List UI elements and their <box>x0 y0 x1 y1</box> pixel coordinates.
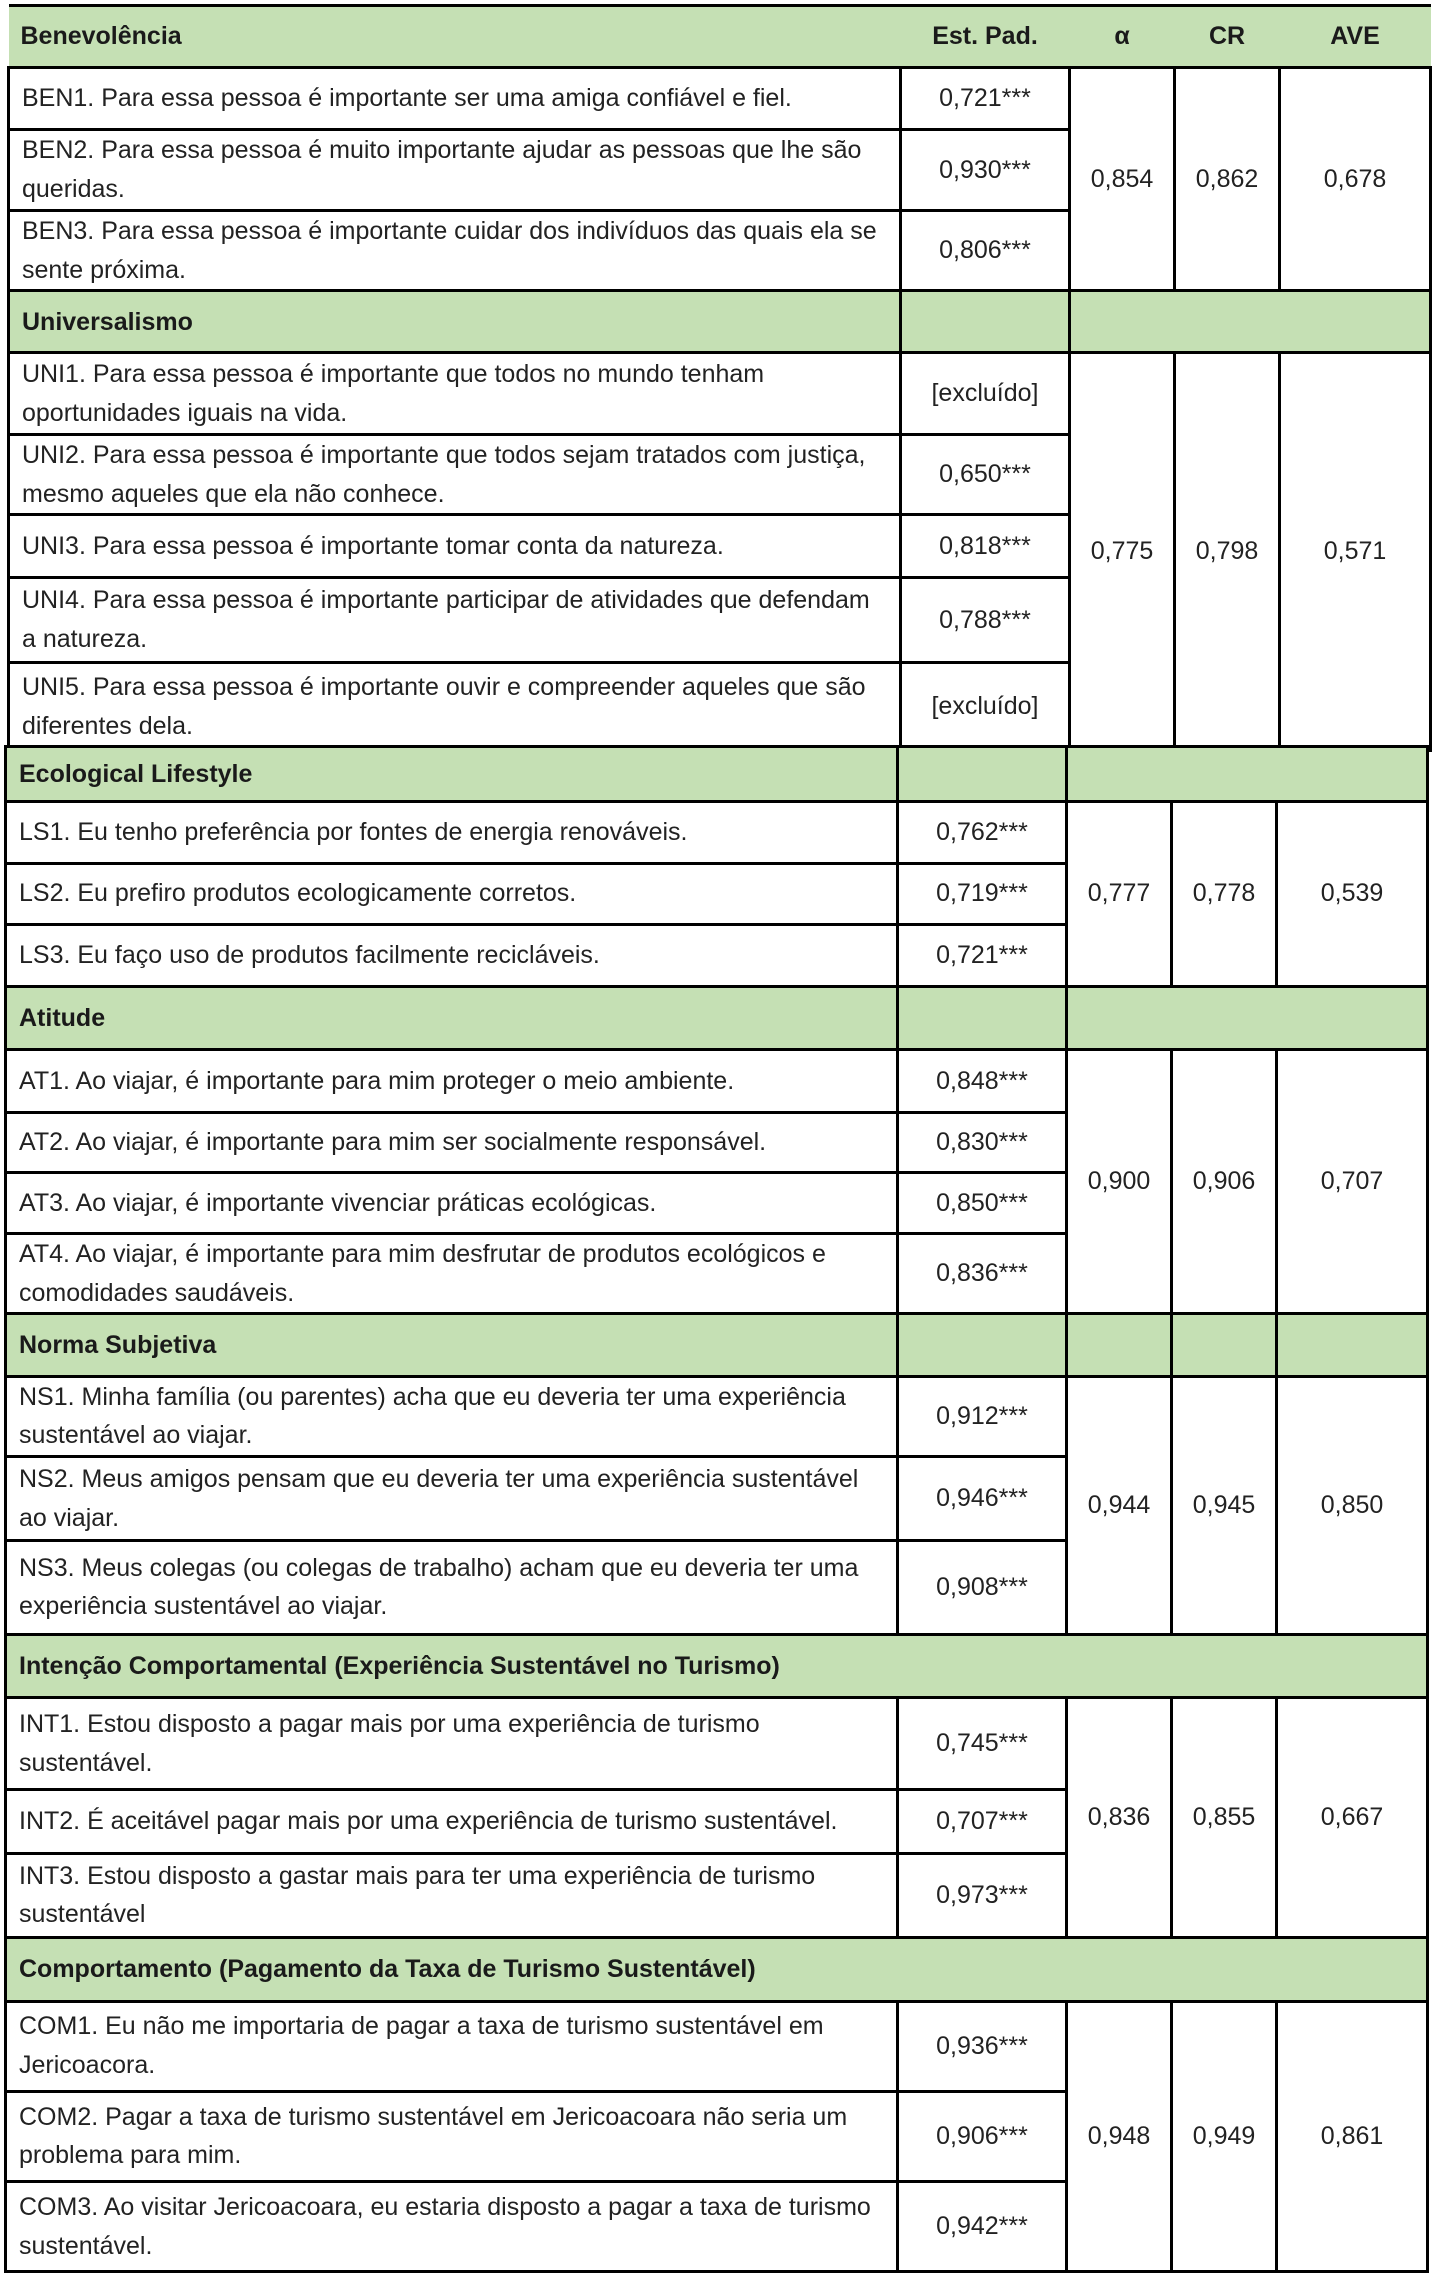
table-row <box>6 1698 1428 1790</box>
cr-value: 0,949 <box>1172 2001 1277 2272</box>
ave-value: 0,678 <box>1280 68 1431 291</box>
header-empty <box>1067 747 1428 802</box>
item-text: NS2. Meus amigos pensam que eu deveria ter uma experiência sustentável ao viajar. <box>6 1457 898 1541</box>
ave-value: 0,861 <box>1277 2001 1428 2272</box>
section-title: Atitude <box>6 986 898 1050</box>
item-text: UNI5. Para essa pessoa é importante ouvir e compreender aqueles que são diferentes dela. <box>9 663 901 750</box>
item-text: INT2. É aceitável pagar mais por uma experiência de turismo sustentável. <box>6 1789 898 1853</box>
section-header <box>6 1314 1428 1376</box>
header-empty <box>898 986 1067 1050</box>
column-header-ave: AVE <box>1280 6 1431 68</box>
section-title: Benevolência <box>9 6 901 68</box>
item-text: BEN3. Para essa pessoa é importante cuidar dos indivíduos das quais ela se sente próxima. <box>9 210 901 291</box>
alpha-value: 0,775 <box>1070 353 1175 750</box>
est-pad-value: [excluído] <box>901 353 1070 434</box>
item-text: LS2. Eu prefiro produtos ecologicamente corretos. <box>6 863 898 924</box>
section-header <box>6 1634 1428 1698</box>
section-title: Comportamento (Pagamento da Taxa de Turismo Sustentável) <box>6 1937 1428 2001</box>
column-header-alpha: α <box>1070 6 1175 68</box>
table-part-2 <box>4 745 1426 2273</box>
est-pad-value: 0,908*** <box>898 1541 1067 1634</box>
table-row <box>6 1050 1428 1112</box>
section-header <box>6 747 1428 802</box>
item-text: UNI2. Para essa pessoa é importante que todos sejam tratados com justiça, mesmo aqueles que ela não conhece. <box>9 434 901 515</box>
ave-value: 0,539 <box>1277 801 1428 986</box>
header-empty <box>901 291 1070 353</box>
alpha-value: 0,836 <box>1067 1698 1172 1938</box>
cr-value: 0,855 <box>1172 1698 1277 1938</box>
table-row <box>6 1376 1428 1457</box>
column-header-cr: CR <box>1175 6 1280 68</box>
header-empty <box>1067 1314 1172 1376</box>
est-pad-value: 0,850*** <box>898 1173 1067 1234</box>
table-row <box>6 2001 1428 2091</box>
header-empty <box>1070 291 1431 353</box>
est-pad-value: 0,721*** <box>898 924 1067 986</box>
cr-value: 0,945 <box>1172 1376 1277 1634</box>
item-text: LS3. Eu faço uso de produtos facilmente recicláveis. <box>6 924 898 986</box>
est-pad-value: 0,650*** <box>901 434 1070 515</box>
section-title: Norma Subjetiva <box>6 1314 898 1376</box>
section-header <box>6 986 1428 1050</box>
cr-value: 0,778 <box>1172 801 1277 986</box>
item-text: NS1. Minha família (ou parentes) acha que eu deveria ter uma experiência sustentável ao viajar. <box>6 1376 898 1457</box>
ave-value: 0,571 <box>1280 353 1431 750</box>
alpha-value: 0,944 <box>1067 1376 1172 1634</box>
est-pad-value: 0,745*** <box>898 1698 1067 1790</box>
section-title: Universalismo <box>9 291 901 353</box>
item-text: COM2. Pagar a taxa de turismo sustentável em Jericoacoara não seria um problema para mim. <box>6 2091 898 2181</box>
alpha-value: 0,948 <box>1067 2001 1172 2272</box>
est-pad-value: 0,721*** <box>901 68 1070 130</box>
header-empty <box>1172 1314 1277 1376</box>
table-row <box>6 801 1428 863</box>
est-pad-value: 0,836*** <box>898 1233 1067 1314</box>
est-pad-value: 0,707*** <box>898 1789 1067 1853</box>
est-pad-value: 0,946*** <box>898 1457 1067 1541</box>
item-text: COM3. Ao visitar Jericoacoara, eu estaria disposto a pagar a taxa de turismo sustentável. <box>6 2182 898 2272</box>
est-pad-value: 0,806*** <box>901 210 1070 291</box>
header-empty <box>898 747 1067 802</box>
est-pad-value: 0,936*** <box>898 2001 1067 2091</box>
alpha-value: 0,900 <box>1067 1050 1172 1314</box>
section-title: Ecological Lifestyle <box>6 747 898 802</box>
est-pad-value: 0,942*** <box>898 2182 1067 2272</box>
item-text: AT2. Ao viajar, é importante para mim ser socialmente responsável. <box>6 1112 898 1173</box>
item-text: NS3. Meus colegas (ou colegas de trabalho) acham que eu deveria ter uma experiência sustentável ao viajar. <box>6 1541 898 1634</box>
header-empty <box>898 1314 1067 1376</box>
item-text: BEN2. Para essa pessoa é muito importante ajudar as pessoas que lhe são queridas. <box>9 130 901 211</box>
alpha-value: 0,854 <box>1070 68 1175 291</box>
ave-value: 0,707 <box>1277 1050 1428 1314</box>
item-text: COM1. Eu não me importaria de pagar a taxa de turismo sustentável em Jericoacora. <box>6 2001 898 2091</box>
est-pad-value: [excluído] <box>901 663 1070 750</box>
est-pad-value: 0,973*** <box>898 1853 1067 1937</box>
est-pad-value: 0,719*** <box>898 863 1067 924</box>
table-row <box>9 353 1431 434</box>
header-empty <box>1067 986 1428 1050</box>
section-header <box>6 1937 1428 2001</box>
item-text: UNI3. Para essa pessoa é importante tomar conta da natureza. <box>9 515 901 577</box>
table-part-1 <box>7 4 1429 752</box>
table-row <box>9 68 1431 130</box>
item-text: BEN1. Para essa pessoa é importante ser uma amiga confiável e fiel. <box>9 68 901 130</box>
est-pad-value: 0,906*** <box>898 2091 1067 2181</box>
est-pad-value: 0,848*** <box>898 1050 1067 1112</box>
cr-value: 0,862 <box>1175 68 1280 291</box>
cr-value: 0,906 <box>1172 1050 1277 1314</box>
ave-value: 0,667 <box>1277 1698 1428 1938</box>
ave-value: 0,850 <box>1277 1376 1428 1634</box>
est-pad-value: 0,788*** <box>901 577 1070 663</box>
cr-value: 0,798 <box>1175 353 1280 750</box>
est-pad-value: 0,762*** <box>898 801 1067 863</box>
column-header-est: Est. Pad. <box>901 6 1070 68</box>
est-pad-value: 0,912*** <box>898 1376 1067 1457</box>
est-pad-value: 0,818*** <box>901 515 1070 577</box>
item-text: INT3. Estou disposto a gastar mais para ter uma experiência de turismo sustentável <box>6 1853 898 1937</box>
est-pad-value: 0,830*** <box>898 1112 1067 1173</box>
item-text: UNI1. Para essa pessoa é importante que todos no mundo tenham oportunidades iguais na vida. <box>9 353 901 434</box>
item-text: AT3. Ao viajar, é importante vivenciar práticas ecológicas. <box>6 1173 898 1234</box>
item-text: LS1. Eu tenho preferência por fontes de energia renováveis. <box>6 801 898 863</box>
header-empty <box>1277 1314 1428 1376</box>
alpha-value: 0,777 <box>1067 801 1172 986</box>
section-header <box>9 6 1431 68</box>
item-text: AT1. Ao viajar, é importante para mim proteger o meio ambiente. <box>6 1050 898 1112</box>
section-header <box>9 291 1431 353</box>
item-text: AT4. Ao viajar, é importante para mim desfrutar de produtos ecológicos e comodidades saudáveis. <box>6 1233 898 1314</box>
est-pad-value: 0,930*** <box>901 130 1070 211</box>
item-text: INT1. Estou disposto a pagar mais por uma experiência de turismo sustentável. <box>6 1698 898 1790</box>
item-text: UNI4. Para essa pessoa é importante participar de atividades que defendam a natureza. <box>9 577 901 663</box>
section-title: Intenção Comportamental (Experiência Sustentável no Turismo) <box>6 1634 1428 1698</box>
